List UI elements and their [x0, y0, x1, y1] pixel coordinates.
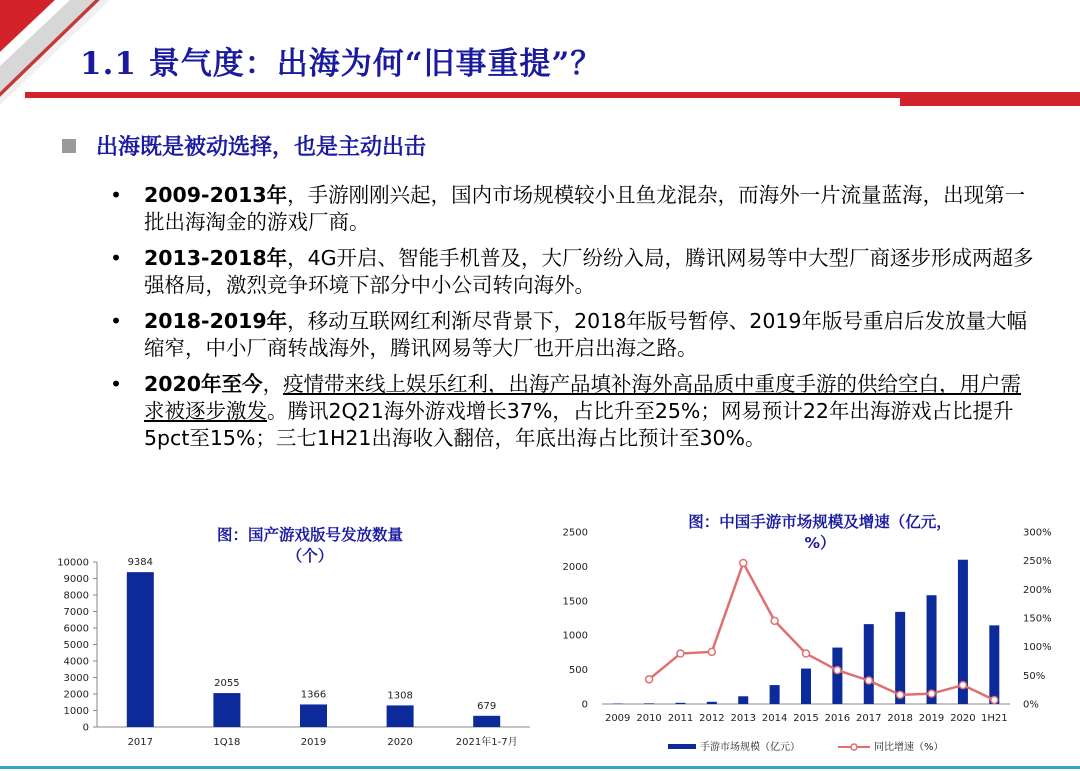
chart1-x-tick-label: 2021年1-7月 — [455, 737, 518, 748]
chart2-right-tick-label: 300% — [1023, 527, 1052, 539]
chart2-bar — [644, 703, 654, 704]
chart1-y-tick-label: 4000 — [63, 656, 89, 668]
page-title: 1.1 景气度：出海为何“旧事重提”？ — [80, 46, 603, 82]
chart1-data-label: 9384 — [127, 557, 154, 569]
chart2-bar — [770, 685, 780, 704]
chart2-legend-line-marker — [851, 744, 857, 750]
chart1-y-tick-label: 3000 — [63, 673, 89, 684]
chart2-x-tick-label: 2013 — [730, 713, 756, 724]
chart2-right-tick-label: 200% — [1023, 584, 1052, 596]
chart2-x-tick-label: 1H21 — [981, 713, 1008, 724]
bullet-item: • 2020年至今，疫情带来线上娱乐红利，出海产品填补海外高品质中重度手游的供给空白，用户需求被逐步激发。腾讯2Q21海外游戏增长37%，占比升至25%；网易预计22年出海游戏占比提升5pct至15%；三七1H21出海收入翻倍，年底出海占比预计至30%。 — [110, 372, 1022, 450]
chart2-legend-bar-label: 手游市场规模（亿元） — [700, 742, 800, 753]
chart1-y-tick-label: 10000 — [57, 557, 89, 569]
chart2-growth-point — [834, 667, 841, 674]
chart2-bar — [832, 648, 842, 704]
section-heading-text: 出海既是被动选择，也是主动出击 — [96, 135, 427, 160]
chart2-title: 图：中国手游市场规模及增速（亿元， %） — [688, 513, 952, 552]
chart1-data-label: 1308 — [387, 690, 413, 702]
chart2-bar — [707, 702, 717, 704]
chart2-bar — [738, 696, 748, 704]
chart1-y-tick-label: 8000 — [63, 590, 89, 602]
chart2-x-tick-label: 2020 — [950, 713, 976, 724]
chart2-bar — [675, 703, 685, 704]
chart1-title: 图：国产游戏版号发放数量 （个） — [216, 526, 403, 565]
chart2-x-tick-label: 2014 — [761, 713, 788, 724]
chart1-x-tick-label: 1Q18 — [213, 737, 241, 748]
chart1-data-label: 1366 — [300, 689, 327, 701]
bullet-item: • 2018-2019年，移动互联网红利渐尽背景下，2018年版号暂停、2019年版号重启后发放量大幅缩窄，中小厂商转战海外，腾讯网易等大厂也开启出海之路。 — [110, 309, 1027, 360]
chart2-left-tick-label: 2000 — [562, 561, 588, 573]
chart2-growth-point — [865, 677, 872, 684]
chart1-y-tick-label: 0 — [82, 722, 89, 734]
chart2-x-tick-label: 2019 — [918, 713, 945, 724]
chart2-left-tick-label: 1000 — [562, 630, 588, 642]
chart1-x-tick-label: 2020 — [387, 737, 413, 748]
chart1-x-tick-label: 2019 — [300, 737, 327, 748]
chart2-growth-point — [740, 559, 747, 566]
chart2-growth-point — [959, 682, 966, 689]
chart1-x-tick-label: 2017 — [127, 737, 154, 748]
chart2-x-tick-label: 2016 — [824, 713, 851, 724]
bullet-dot-icon: • — [110, 372, 123, 396]
chart2-x-tick-label: 2017 — [856, 713, 882, 724]
chart2-x-tick-label: 2018 — [887, 713, 913, 724]
bullet-item: • 2009-2013年，手游刚刚兴起，国内市场规模较小且鱼龙混杂，而海外一片流量蓝海，出现第一批出海淘金的游戏厂商。 — [110, 183, 1026, 234]
chart2-legend-line-label: 同比增速（%） — [874, 742, 944, 753]
chart2-growth-point — [771, 617, 778, 624]
chart2-left-tick-label: 2500 — [562, 527, 588, 539]
chart2-bar — [895, 612, 905, 704]
chart2-growth-point — [803, 650, 810, 657]
chart1-bar — [473, 716, 500, 727]
chart2-growth-line — [649, 563, 994, 700]
chart2-x-tick-label: 2010 — [636, 713, 662, 724]
chart2-right-tick-label: 100% — [1023, 642, 1052, 654]
chart2-right-tick-label: 250% — [1023, 556, 1052, 568]
chart1-data-label: 679 — [477, 700, 497, 712]
chart2-left-tick-label: 1500 — [562, 596, 588, 608]
chart2-bar — [989, 625, 999, 704]
bullet-dot-icon: • — [110, 183, 123, 207]
chart2-x-tick-label: 2011 — [667, 713, 694, 724]
chart2-left-tick-label: 0 — [581, 699, 588, 711]
chart2-left-tick-label: 500 — [568, 665, 588, 677]
chart2-right-tick-label: 0% — [1023, 699, 1039, 711]
bullet-dot-icon: • — [110, 309, 123, 333]
chart2-growth-point — [677, 650, 684, 657]
chart2-bar — [927, 595, 937, 704]
chart2-x-tick-label: 2012 — [699, 713, 725, 724]
chart1-data-label: 2055 — [214, 678, 240, 690]
chart2-bar — [864, 624, 874, 704]
chart2-x-tick-label: 2009 — [604, 713, 631, 724]
chart1-bar — [387, 705, 414, 727]
chart1-bar — [300, 704, 327, 727]
chart1-y-tick-label: 7000 — [63, 607, 89, 618]
chart2-legend-bar-swatch — [668, 744, 696, 749]
bullet-dot-icon: • — [110, 246, 123, 270]
chart1-y-tick-label: 2000 — [63, 689, 89, 701]
chart1-y-tick-label: 1000 — [63, 706, 89, 717]
bullet-item: • 2013-2018年，4G开启、智能手机普及，大厂纷纷入局，腾讯网易等中大型厂商逐步形成两超多强格局，激烈竞争环境下部分中小公司转向海外。 — [110, 246, 1034, 297]
chart1-bar — [127, 572, 154, 727]
chart2-growth-point — [646, 676, 653, 683]
chart2-growth-point — [928, 690, 935, 697]
chart1-y-tick-label: 5000 — [63, 640, 89, 651]
chart2-growth-point — [897, 691, 904, 698]
chart2-growth-point — [708, 648, 715, 655]
chart2-bar — [801, 669, 811, 704]
chart2-growth-point — [991, 696, 998, 703]
chart1-y-tick-label: 6000 — [63, 623, 89, 635]
chart1-y-tick-label: 9000 — [63, 574, 89, 585]
chart1-bar — [213, 693, 240, 727]
footer-line — [0, 766, 1080, 769]
chart2-x-tick-label: 2015 — [793, 713, 819, 724]
chart2-right-tick-label: 150% — [1023, 613, 1052, 625]
chart2-right-tick-label: 50% — [1023, 670, 1046, 682]
